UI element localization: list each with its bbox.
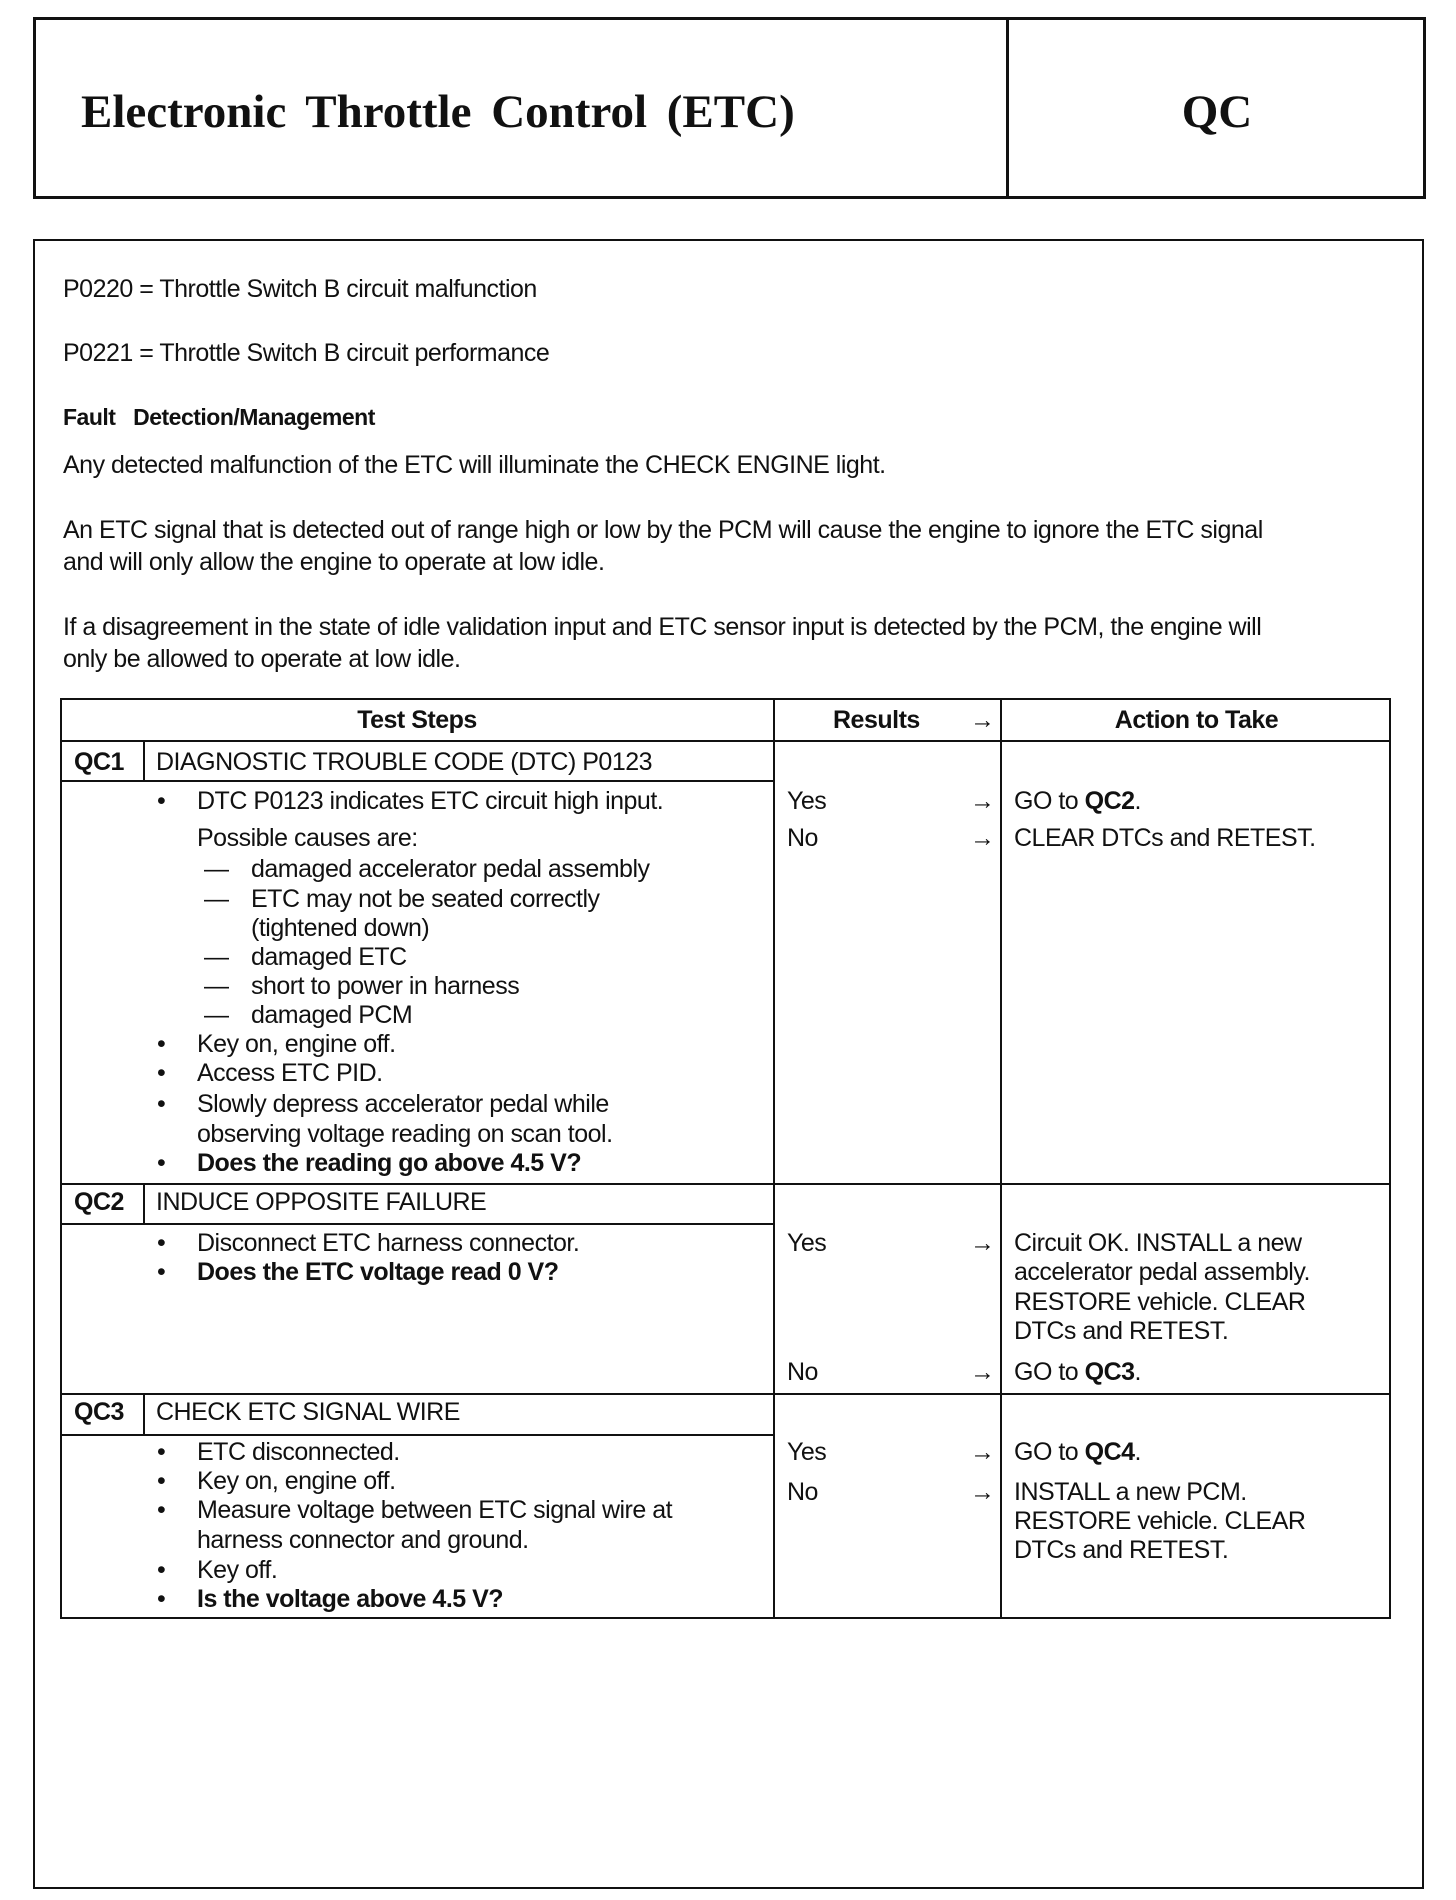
action-yes-line: RESTORE vehicle. CLEAR — [1014, 1288, 1306, 1316]
qc3-id-divider — [143, 1393, 145, 1434]
arrow-icon: → — [970, 1478, 995, 1506]
step-id: QC1 — [74, 748, 124, 776]
result-no: No — [787, 824, 818, 852]
bullet-icon: • — [157, 1467, 166, 1495]
bullet-icon: • — [157, 1438, 166, 1466]
col-divider-results — [773, 698, 775, 1619]
step-title: CHECK ETC SIGNAL WIRE — [156, 1398, 460, 1426]
bullet-icon: • — [157, 1149, 166, 1177]
dash-icon: — — [204, 972, 229, 1000]
dash-icon: — — [204, 885, 229, 913]
arrow-icon: → — [970, 706, 995, 734]
step-line: Disconnect ETC harness connector. — [197, 1229, 580, 1257]
step-line: damaged accelerator pedal assembly — [251, 855, 650, 883]
step-line: ETC disconnected. — [197, 1438, 400, 1466]
header-row-line — [60, 740, 1391, 742]
arrow-icon: → — [970, 1229, 995, 1257]
step-line: Possible causes are: — [197, 824, 418, 852]
action-yes-line: DTCs and RETEST. — [1014, 1317, 1229, 1345]
fault-p3b: only be allowed to operate at low idle. — [63, 645, 461, 673]
bullet-icon: • — [157, 1090, 166, 1118]
result-yes: Yes — [787, 1229, 827, 1257]
step-line: ETC may not be seated correctly — [251, 885, 600, 913]
bullet-icon: • — [157, 1585, 166, 1613]
arrow-icon: → — [970, 1358, 995, 1386]
qc1-id-divider — [143, 740, 145, 780]
action-no-line: RESTORE vehicle. CLEAR — [1014, 1507, 1306, 1535]
action-yes-line: Circuit OK. INSTALL a new — [1014, 1229, 1302, 1257]
step-line: observing voltage reading on scan tool. — [197, 1120, 613, 1148]
qc2-sub-line — [60, 1223, 774, 1225]
code-p0220: P0220 = Throttle Switch B circuit malfunction — [63, 275, 537, 303]
col-divider-action — [1000, 698, 1002, 1619]
result-no: No — [787, 1358, 818, 1386]
step-line: Is the voltage above 4.5 V? — [197, 1585, 504, 1613]
code-p0221: P0221 = Throttle Switch B circuit performance — [63, 339, 550, 367]
bullet-icon: • — [157, 787, 166, 815]
qc3-sub-line — [60, 1434, 774, 1436]
row-line-qc2 — [60, 1183, 1391, 1185]
arrow-icon: → — [970, 787, 995, 815]
dash-icon: — — [204, 1001, 229, 1029]
bullet-icon: • — [157, 1229, 166, 1257]
result-yes: Yes — [787, 787, 827, 815]
qc2-id-divider — [143, 1183, 145, 1223]
col-header-test-steps: Test Steps — [357, 706, 477, 734]
step-line: damaged PCM — [251, 1001, 413, 1029]
action-no: GO to QC3. — [1014, 1358, 1141, 1386]
dash-icon: — — [204, 943, 229, 971]
fault-p1: Any detected malfunction of the ETC will illuminate the CHECK ENGINE light. — [63, 451, 886, 479]
step-line: Does the ETC voltage read 0 V? — [197, 1258, 559, 1286]
step-id: QC3 — [74, 1398, 124, 1426]
result-yes: Yes — [787, 1438, 827, 1466]
row-line-qc3 — [60, 1393, 1391, 1395]
bullet-icon: • — [157, 1030, 166, 1058]
bullet-icon: • — [157, 1496, 166, 1524]
section-code: QC — [1181, 86, 1253, 138]
action-no-line: INSTALL a new PCM. — [1014, 1478, 1247, 1506]
step-line: Access ETC PID. — [197, 1059, 383, 1087]
action-yes-line: accelerator pedal assembly. — [1014, 1258, 1310, 1286]
step-line: (tightened down) — [251, 914, 430, 942]
step-line: Key off. — [197, 1556, 278, 1584]
fault-p2a: An ETC signal that is detected out of range high or low by the PCM will cause the engine to ignore the ETC signal — [63, 516, 1263, 544]
col-header-results: Results — [833, 706, 920, 734]
step-line: Key on, engine off. — [197, 1030, 396, 1058]
result-no: No — [787, 1478, 818, 1506]
qc1-sub-line — [60, 780, 774, 782]
arrow-icon: → — [970, 1438, 995, 1466]
bullet-icon: • — [157, 1059, 166, 1087]
page-title: Electronic Throttle Control (ETC) — [81, 86, 795, 138]
step-line: DTC P0123 indicates ETC circuit high input. — [197, 787, 664, 815]
step-title: DIAGNOSTIC TROUBLE CODE (DTC) P0123 — [156, 748, 653, 776]
step-id: QC2 — [74, 1188, 124, 1216]
dash-icon: — — [204, 855, 229, 883]
step-line: Slowly depress accelerator pedal while — [197, 1090, 609, 1118]
step-line: harness connector and ground. — [197, 1526, 529, 1554]
step-title: INDUCE OPPOSITE FAILURE — [156, 1188, 487, 1216]
step-line: Does the reading go above 4.5 V? — [197, 1149, 582, 1177]
step-line: Measure voltage between ETC signal wire at — [197, 1496, 673, 1524]
fault-heading: Fault Detection/Management — [63, 404, 375, 430]
step-line: short to power in harness — [251, 972, 520, 1000]
fault-p3a: If a disagreement in the state of idle validation input and ETC sensor input is detected by the PCM, the engine will — [63, 613, 1262, 641]
bullet-icon: • — [157, 1258, 166, 1286]
col-header-action: Action to Take — [1114, 706, 1279, 734]
step-line: damaged ETC — [251, 943, 407, 971]
action-no-line: DTCs and RETEST. — [1014, 1536, 1229, 1564]
step-line: Key on, engine off. — [197, 1467, 396, 1495]
action-yes: GO to QC4. — [1014, 1438, 1141, 1466]
action-yes: GO to QC2. — [1014, 787, 1141, 815]
bullet-icon: • — [157, 1556, 166, 1584]
action-no: CLEAR DTCs and RETEST. — [1014, 824, 1316, 852]
fault-p2b: and will only allow the engine to operate at low idle. — [63, 548, 605, 576]
arrow-icon: → — [970, 824, 995, 852]
